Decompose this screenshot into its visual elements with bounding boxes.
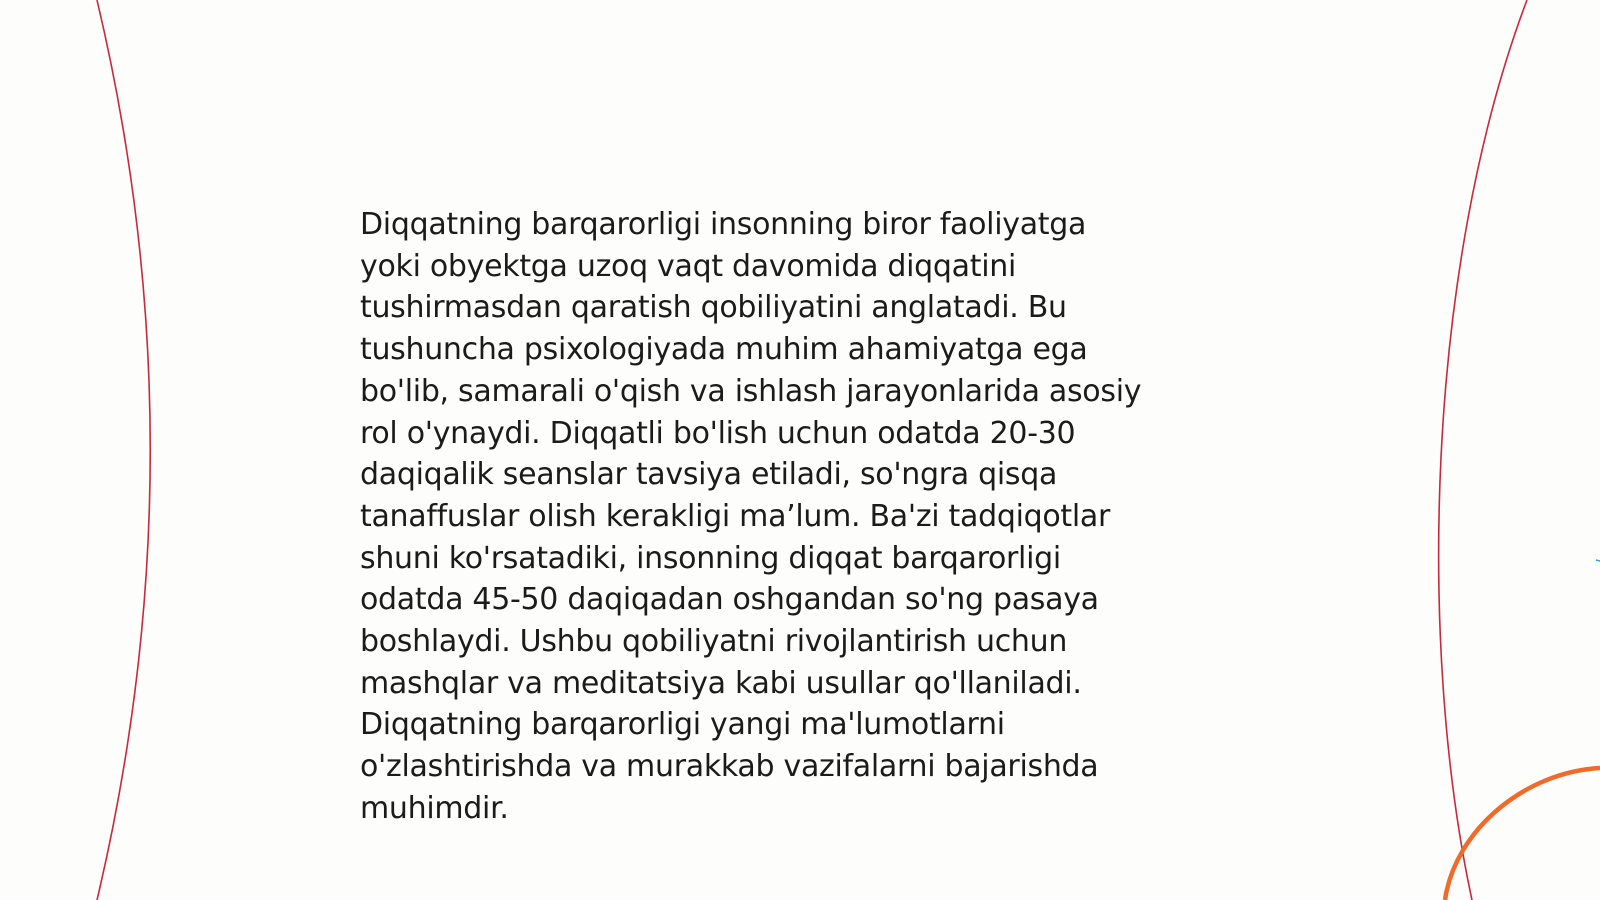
paragraph-line: o'zlashtirishda va murakkab vazifalarni bajarishda xyxy=(360,749,1099,785)
paragraph-line: rol o'ynaydi. Diqqatli bo'lish uchun odatda 20-30 xyxy=(360,415,1076,451)
paragraph-line: yoki obyektga uzoq vaqt davomida diqqatini xyxy=(360,248,1016,284)
paragraph-line: shuni ko'rsatadiki, insonning diqqat barqarorligi xyxy=(360,540,1061,576)
paragraph-line: tushuncha psixologiyada muhim ahamiyatga ega xyxy=(360,332,1088,368)
slide-paragraph xyxy=(360,204,1230,830)
paragraph-line: daqiqalik seanslar tavsiya etiladi, so'ngra qisqa xyxy=(360,457,1058,493)
paragraph-line: tanaffuslar olish kerakligi ma’lum. Ba'zi tadqiqotlar xyxy=(360,498,1111,534)
left-curve xyxy=(97,0,150,900)
paragraph-line: odatda 45-50 daqiqadan oshgandan so'ng pasaya xyxy=(360,582,1099,618)
paragraph-line: Diqqatning barqarorligi yangi ma'lumotlarni xyxy=(360,707,1005,743)
teal-tick xyxy=(1596,560,1600,561)
paragraph-line: muhimdir. xyxy=(360,790,509,826)
paragraph-line: bo'lib, samarali o'qish va ishlash jarayonlarida asosiy xyxy=(360,373,1142,409)
right-curve xyxy=(1439,0,1527,900)
paragraph-line: boshlaydi. Ushbu qobiliyatni rivojlantirish uchun xyxy=(360,624,1068,660)
paragraph-line: tushirmasdan qaratish qobiliyatini anglatadi. Bu xyxy=(360,290,1067,326)
paragraph-line: mashqlar va meditatsiya kabi usullar qo'llaniladi. xyxy=(360,665,1082,701)
paragraph-line: Diqqatning barqarorligi insonning biror faoliyatga xyxy=(360,207,1087,242)
